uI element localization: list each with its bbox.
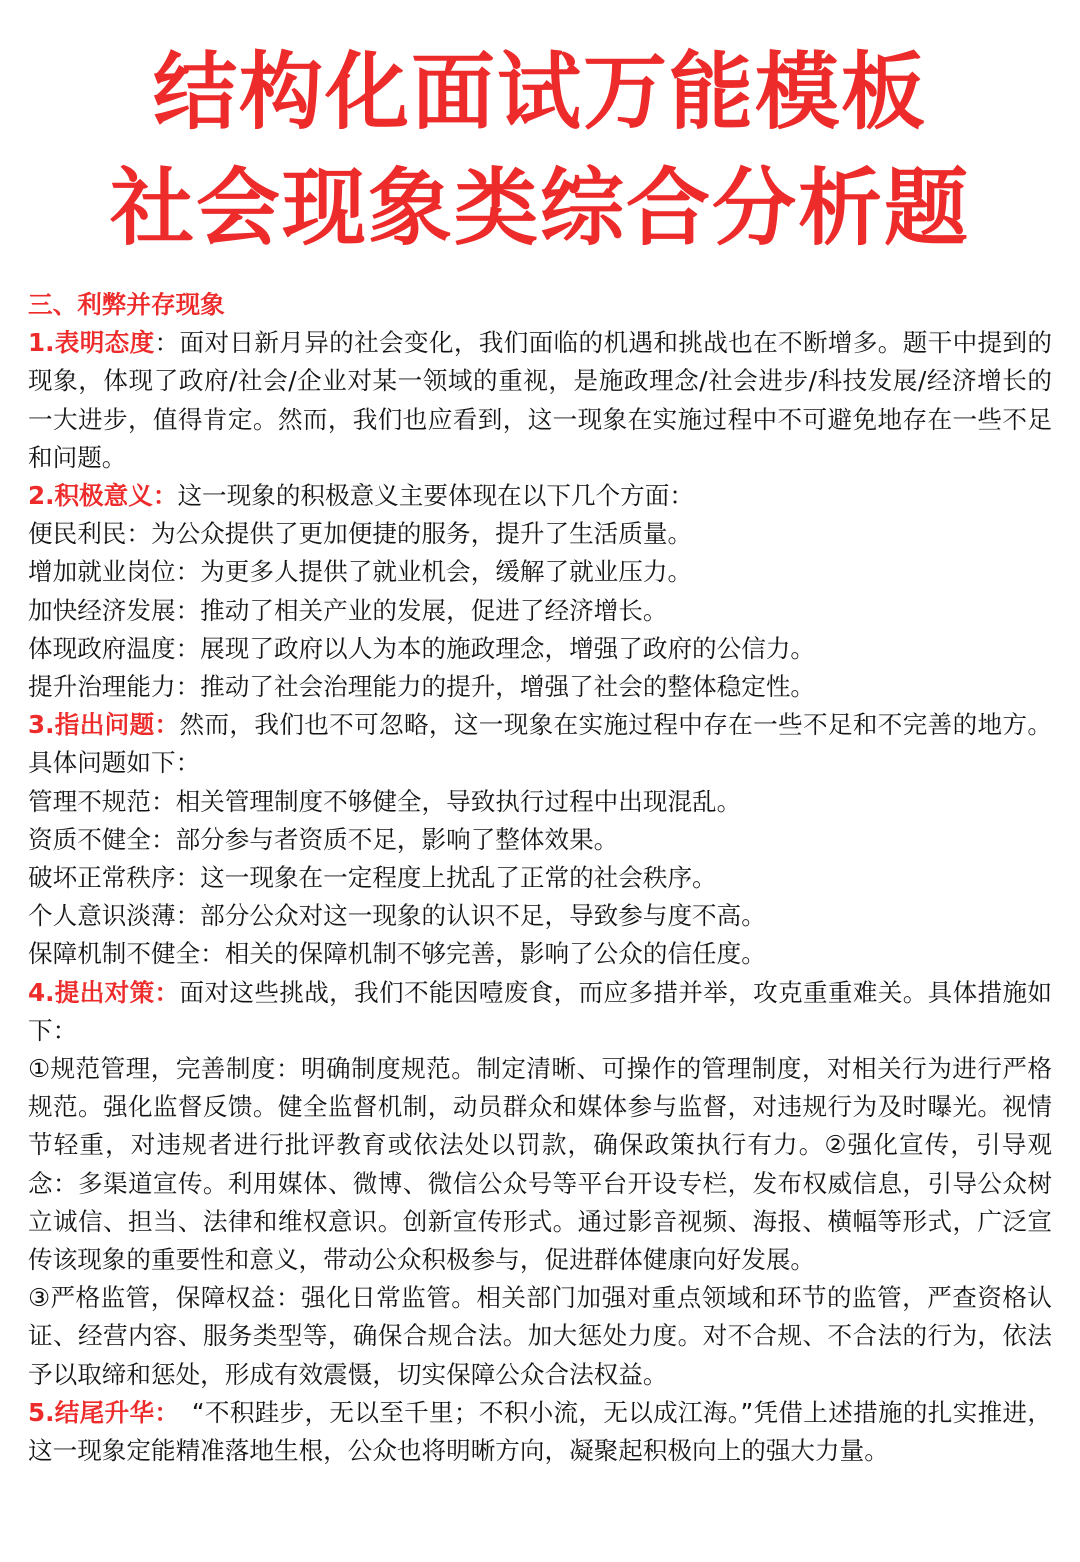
step-1-label: 1.表明态度 xyxy=(28,328,155,358)
step-2-paragraph xyxy=(28,477,1052,515)
list-item: 增加就业岗位：为更多人提供了就业机会，缓解了就业压力。 xyxy=(28,557,693,587)
step-3-text: 然而，我们也不可忽略，这一现象在实施过程中存在一些不足和不完善的地方。具体问题如下： xyxy=(28,710,1052,778)
list-item: 便民利民：为公众提供了更加便捷的服务，提升了生活质量。 xyxy=(28,519,693,549)
list-item: 保障机制不健全：相关的保障机制不够完善，影响了公众的信任度。 xyxy=(28,939,766,969)
step-3-label: 3.指出问题： xyxy=(28,710,180,740)
step-2-label: 2.积极意义： xyxy=(28,481,178,511)
list-item: 个人意识淡薄：部分公众对这一现象的认识不足，导致参与度不高。 xyxy=(28,901,766,931)
page-title-line-2: 社会现象类综合分析题 xyxy=(109,159,970,257)
list-item: 加快经济发展：推动了相关产业的发展，促进了经济增长。 xyxy=(28,595,668,625)
step-3-paragraph xyxy=(28,706,1052,782)
list-item: 资质不健全：部分参与者资质不足，影响了整体效果。 xyxy=(28,824,619,854)
step-4-measures-1-2: ①规范管理，完善制度：明确制度规范。制定清晰、可操作的管理制度，对相关行为进行严格规范。强化监督反馈。健全监督机制，动员群众和媒体参与监督，对违规行为及时曝光。视情节轻重，对违规者进行批评教育或依法处以罚款，确保政策执行有力。②强化宣传，引导观念：多渠道宣传。利用媒体、微博、微信公众号等平台开设专栏，发布权威信息，引导公众树立诚信、担当、法律和维权意识。创新宣传形式。通过影音视频、海报、横幅等形式，广泛宣传该现象的重要性和意义，带动公众积极参与，促进群体健康向好发展。 xyxy=(28,1054,1052,1275)
list-item: 体现政府温度：展现了政府以人为本的施政理念，增强了政府的公信力。 xyxy=(28,633,816,663)
step-2-text: 这一现象的积极意义主要体现在以下几个方面： xyxy=(177,481,694,511)
step-4-text: 面对这些挑战，我们不能因噎废食，而应多措并举，攻克重重难关。具体措施如下： xyxy=(28,977,1052,1045)
step-5-label: 5.结尾升华： xyxy=(28,1397,167,1427)
list-item: 提升治理能力：推动了社会治理能力的提升，增强了社会的整体稳定性。 xyxy=(28,672,816,702)
document-body xyxy=(28,286,1052,1470)
step-4-measure-3: ③严格监管，保障权益：强化日常监管。相关部门加强对重点领域和环节的监管，严查资格认证、经营内容、服务类型等，确保合规合法。加大惩处力度。对不合规、不合法的行为，依法予以取缔和惩处，形成有效震慑，切实保障公众合法权益。 xyxy=(28,1283,1052,1389)
step-1-paragraph xyxy=(28,324,1052,477)
step-1-separator: ： xyxy=(154,328,180,358)
list-item: 管理不规范：相关管理制度不够健全，导致执行过程中出现混乱。 xyxy=(28,786,742,816)
section-heading: 三、利弊并存现象 xyxy=(28,290,225,319)
list-item: 破坏正常秩序：这一现象在一定程度上扰乱了正常的社会秩序。 xyxy=(28,863,717,893)
step-5-paragraph xyxy=(28,1394,1052,1470)
step-4-label: 4.提出对策： xyxy=(28,977,180,1007)
step-5-text: “不积跬步，无以至千里；不积小流，无以成江海。”凭借上述措施的扎实推进，这一现象定能精准落地生根，公众也将明晰方向，凝聚起积极向上的强大力量。 xyxy=(28,1397,1052,1466)
page-title-line-1: 结构化面试万能模板 xyxy=(152,43,927,141)
step-1-text: 面对日新月异的社会变化，我们面临的机遇和挑战也在不断增多。题干中提到的现象，体现了政府/社会/企业对某一领域的重视，是施政理念/社会进步/科技发展/经济增长的一大进步，值得肯定。然而，我们也应看到，这一现象在实施过程中不可避免地存在一些不足和问题。 xyxy=(28,328,1052,472)
step-4-paragraph xyxy=(28,974,1052,1050)
document-page xyxy=(0,34,1080,1562)
